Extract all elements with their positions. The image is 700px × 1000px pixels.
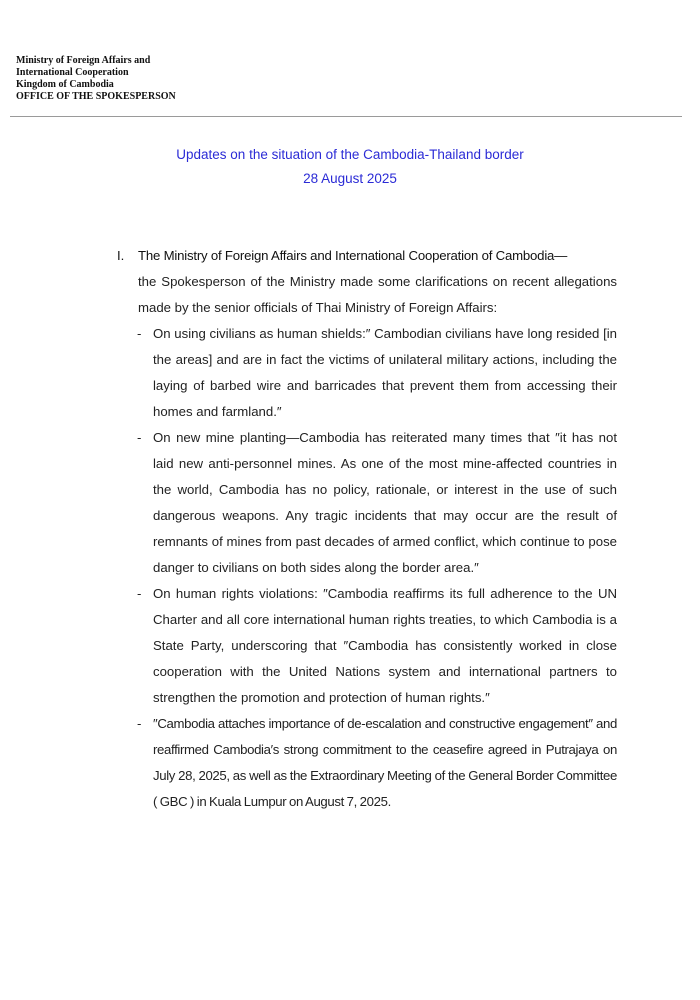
section-1 xyxy=(117,243,617,815)
document-title-block xyxy=(0,143,680,191)
list-item xyxy=(117,425,617,581)
bullet-marker: - xyxy=(137,430,142,445)
letterhead-office: OFFICE OF THE SPOKESPERSON xyxy=(16,91,176,102)
header-divider xyxy=(10,116,682,117)
section-intro: the Spokesperson of the Ministry made some clarifications on recent allegations made by the senior officials of Thai Ministry of Foreign Affairs: xyxy=(138,274,617,315)
letterhead-kingdom: Kingdom of Cambodia xyxy=(16,79,114,90)
bullet-marker: - xyxy=(137,326,142,341)
section-number: I. xyxy=(117,248,125,263)
bullet-text-human-rights: On human rights violations: ″Cambodia reaffirms its full adherence to the UN Charter and all core international human rights treaties, to which Cambodia is a State Party, underscoring that ″Cambodia has consistently worked in close cooperation with the United Nations system and international partners to strengthen the promotion and protection of human rights.″ xyxy=(153,586,617,705)
list-item xyxy=(117,711,617,815)
document-date: 28 August 2025 xyxy=(303,171,397,186)
bullet-text-mine-planting: On new mine planting—Cambodia has reiterated many times that ″it has not laid new anti-personnel mines. As one of the most mine-affected countries in the world, Cambodia has no policy, rationale, or interest in the use of such dangerous weapons. Any tragic incidents that may occur are the result of remnants of mines from past decades of armed conflict, which continue to pose danger to civilians on both sides along the border area.″ xyxy=(153,430,617,575)
bullet-marker: - xyxy=(137,586,142,601)
document-title: Updates on the situation of the Cambodia-Thailand border xyxy=(176,147,524,162)
bullet-marker: - xyxy=(137,716,142,731)
letterhead xyxy=(16,55,176,103)
letterhead-cooperation: International Cooperation xyxy=(16,67,129,78)
bullet-text-human-shields: On using civilians as human shields:″ Cambodian civilians have long resided [in the areas] and are in fact the victims of unilateral military actions, including the laying of barbed wire and barricades that prevent them from accessing their homes and farmland.″ xyxy=(153,326,617,419)
bullet-text-de-escalation: ″Cambodia attaches importance of de-escalation and constructive engagement″ and reaffirmed Cambodia′s strong commitment to the ceasefire agreed in Putrajaya on July 28, 2025, as well as the Extraordinary Meeting of the General Border Committee ( GBC ) in Kuala Lumpur on August 7, 2025. xyxy=(153,716,617,809)
letterhead-ministry: Ministry of Foreign Affairs and xyxy=(16,55,151,66)
list-item xyxy=(117,581,617,711)
section-heading-row xyxy=(117,243,617,269)
allegation-list xyxy=(117,321,617,815)
list-item xyxy=(117,321,617,425)
section-heading: The Ministry of Foreign Affairs and International Cooperation of Cambodia— xyxy=(138,248,568,263)
